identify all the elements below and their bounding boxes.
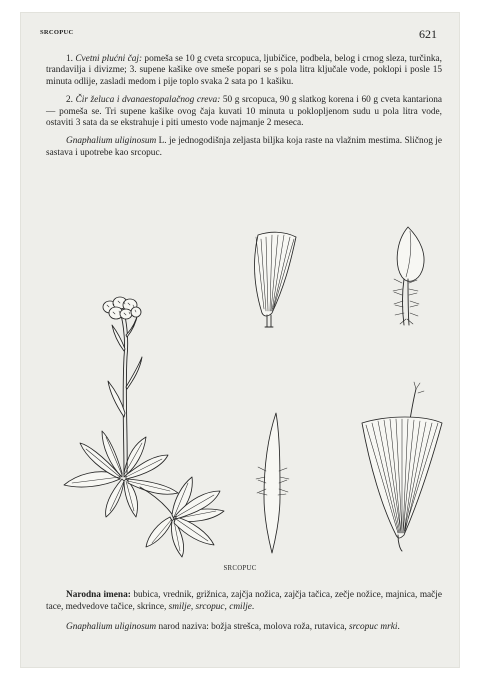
rosette-leaf [106, 479, 124, 517]
gnaphalium-names-end: . [397, 622, 400, 632]
recipe-1-text: pomeša se 10 g cveta srcopuca, ljubičice, podbela, belog i crnog sleza, turčinka, trandavilja i divizme; 3. supene kašike ove smeše popari se s pola litra ključale vode, poklopi i posle 15 minuta odlije, zasladi medom i pije toplo svaka 2 sata po 1 kašiku. [46, 54, 443, 87]
gnaphalium-names-italic: srcopuc mrki [348, 622, 398, 632]
plant-drawing [58, 217, 450, 562]
rosette-leaf [128, 479, 178, 494]
folk-names-text: bubica, vrednik, grižnica, zajčja nožica, zajčja tačica, zečje nožice, majnica, mačje tace, medvedove tačice, skrince, [46, 590, 443, 612]
recipe-1 [46, 54, 442, 88]
flower-head-stalk [265, 315, 273, 327]
book-page [20, 12, 460, 668]
recipe-2-title: Čir želuca i dvanaestopalačnog creva: [75, 95, 221, 106]
names-block [46, 589, 442, 641]
recipe-2 [46, 95, 442, 129]
figure-caption: SRCOPUC [223, 565, 257, 572]
gnaphalium-names [46, 621, 442, 633]
recipe-2-number: 2. [66, 95, 73, 106]
page-number: 621 [419, 27, 437, 41]
species-note-text: L. je jednogodišnja zeljasta biljka koja raste na vlažnim mestima. Sličnog je sastava i upotrebe kao srcopuc. [46, 136, 442, 158]
recipe-1-number: 1. [66, 54, 73, 64]
flower-head [255, 232, 296, 327]
botanical-illustration [58, 217, 450, 562]
flower-cluster [103, 297, 141, 319]
achene-with-pappus [256, 413, 289, 553]
folk-names-end: . [251, 602, 255, 612]
folk-names-label: Narodna imena: [66, 590, 131, 600]
single-floret [393, 227, 424, 325]
shoot-leaf [146, 517, 172, 547]
floret-stalk [403, 279, 410, 325]
species-note-name: Gnaphalium uliginosum [66, 136, 157, 147]
stem-leaf [108, 381, 125, 417]
recipe-1-title: Cvetni plućni čaj: [75, 54, 143, 64]
folk-names-italic: smilje, srcopuc, cmilje [168, 602, 252, 612]
main-stem [120, 313, 125, 475]
gnaphalium-names-text: narod naziva: božja strešca, molova roža, rutavica, [158, 622, 347, 632]
running-head: SRCOPUC [40, 29, 74, 36]
species-note [46, 136, 442, 159]
recipe-text-block [46, 54, 442, 166]
folk-names [46, 589, 442, 613]
gnaphalium-names-name: Gnaphalium uliginosum [66, 622, 157, 632]
whole-plant [64, 297, 224, 557]
achene-body [264, 413, 280, 553]
floret-hairs [393, 279, 419, 324]
stem-leaf [126, 357, 142, 389]
pappus-bristles [362, 382, 442, 551]
recipe-2-text: 50 g srcopuca, 90 g slatkog korena i 60 g cveta kantariona — pomeša se. Tri supene kašike ovog čaja kuvati 10 minuta u poklopljenom sudu u pola litra vode, ostaviti 3 sata da se ekstrahuje i piti umesto vode najmanje 2 meseca. [46, 95, 442, 129]
